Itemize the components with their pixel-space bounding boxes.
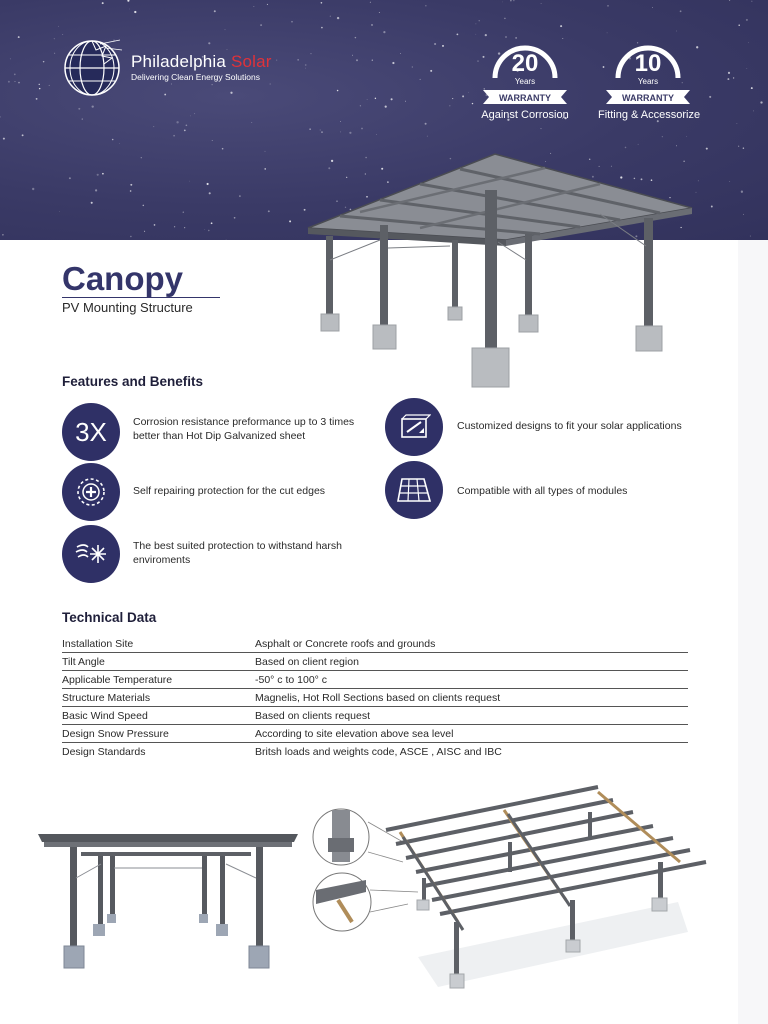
star [92, 105, 94, 107]
star [337, 90, 339, 92]
warranty-seal-icon [477, 38, 573, 108]
self-repair-icon [62, 463, 120, 521]
star [91, 202, 93, 204]
star [22, 134, 24, 136]
feature-corrosion-text: Corrosion resistance preformance up to 3 times better than Hot Dip Galvanized sheet [133, 416, 355, 442]
star [376, 134, 377, 135]
star [727, 78, 729, 80]
star [18, 36, 20, 38]
globe-logo-icon [62, 38, 124, 98]
star [320, 129, 321, 130]
star [39, 88, 40, 89]
star [69, 177, 71, 179]
star [476, 24, 477, 25]
star [360, 105, 361, 106]
canopy-structure-illustration [300, 150, 700, 395]
star [14, 74, 16, 76]
star [119, 143, 120, 144]
frame-detail-illustration [308, 782, 713, 992]
solar-module-icon [385, 461, 443, 519]
table-cell-label: Installation Site [62, 638, 134, 650]
star [183, 211, 184, 212]
star [78, 108, 80, 110]
star [208, 42, 210, 44]
star [289, 220, 291, 222]
star [214, 10, 216, 12]
warranty-seal-icon [600, 38, 696, 108]
star [321, 2, 323, 4]
star [239, 195, 240, 196]
star [130, 236, 131, 237]
star [607, 5, 608, 6]
feature-compatibility-text: Compatible with all types of modules [457, 485, 628, 497]
star [194, 113, 195, 114]
table-row [62, 690, 688, 707]
table-cell-label: Tilt Angle [62, 656, 105, 668]
star [706, 148, 708, 150]
star [746, 19, 748, 21]
star [330, 16, 331, 17]
warranty-caption: Against Corrosion [481, 109, 569, 121]
star [321, 27, 323, 29]
star [112, 139, 114, 141]
star [267, 4, 268, 5]
star [738, 24, 739, 25]
star [371, 24, 372, 25]
table-cell-value: Britsh loads and weights code, ASCE , AISC and IBC [255, 746, 502, 758]
star [748, 42, 749, 43]
star [541, 3, 542, 4]
star [385, 106, 387, 108]
star [82, 118, 83, 119]
star [425, 123, 427, 125]
star [479, 20, 480, 21]
star [729, 0, 730, 1]
star [189, 181, 190, 182]
star [164, 94, 166, 96]
star [372, 60, 373, 61]
table-cell-value: Asphalt or Concrete roofs and grounds [255, 638, 436, 650]
star [36, 98, 38, 100]
star [204, 229, 205, 230]
star [184, 129, 186, 131]
star [504, 18, 506, 20]
star [226, 239, 227, 240]
star [361, 128, 363, 130]
feature-environment-text: The best suited protection to withstand harsh enviroments [133, 540, 342, 566]
side-strip [738, 240, 768, 1024]
star [2, 234, 4, 236]
star [733, 77, 734, 78]
star [662, 136, 663, 137]
star [607, 32, 608, 33]
blueprint-icon [385, 398, 443, 456]
table-row [62, 636, 688, 653]
star [560, 25, 562, 27]
star [510, 0, 511, 1]
table-row [62, 672, 688, 689]
table-cell-value: Based on client region [255, 656, 359, 668]
star [254, 6, 255, 7]
star [251, 122, 252, 123]
star [375, 98, 376, 99]
star [212, 84, 213, 85]
star [652, 7, 653, 8]
brand-block [131, 52, 272, 82]
star [738, 146, 739, 147]
star [391, 98, 393, 100]
star [49, 85, 50, 86]
star [0, 116, 1, 117]
star [450, 106, 451, 107]
star [58, 26, 59, 27]
star [475, 34, 476, 35]
table-cell-label: Structure Materials [62, 692, 151, 704]
warranty-years-unit: Years [514, 77, 536, 86]
warranty-caption: Fitting & Accessorize [598, 109, 701, 121]
star [676, 145, 677, 146]
star [356, 59, 358, 61]
star [209, 192, 211, 194]
star [176, 121, 178, 123]
star [305, 64, 307, 66]
star [134, 11, 136, 13]
star [425, 5, 426, 6]
star [212, 140, 213, 141]
star [743, 147, 744, 148]
star [638, 144, 639, 145]
star [502, 2, 503, 3]
star [434, 43, 436, 45]
star [379, 12, 380, 13]
star [750, 236, 751, 237]
star [268, 210, 270, 212]
star [760, 101, 762, 103]
table-row [62, 726, 688, 743]
star [62, 34, 63, 35]
star [355, 37, 356, 38]
table-cell-value: Magnelis, Hot Roll Sections based on clients request [255, 692, 501, 704]
star [208, 230, 209, 231]
star [15, 81, 16, 82]
star [3, 138, 5, 140]
star [513, 0, 514, 1]
star [39, 84, 40, 85]
star [485, 34, 487, 36]
star [190, 116, 191, 117]
table-cell-label: Design Snow Pressure [62, 728, 169, 740]
star [10, 58, 11, 59]
star [746, 68, 747, 69]
star [367, 99, 368, 100]
star [340, 132, 341, 133]
star [97, 174, 99, 176]
star [18, 82, 20, 84]
features-heading: Features and Benefits [62, 374, 204, 389]
star [468, 92, 469, 93]
star [270, 84, 271, 85]
page-title: Canopy [62, 260, 184, 297]
star [352, 55, 353, 56]
star [686, 136, 687, 137]
table-cell-value: -50° c to 100° c [255, 674, 328, 686]
star [349, 132, 351, 134]
star [95, 189, 97, 191]
star [173, 135, 175, 137]
star [541, 128, 542, 129]
star [260, 24, 262, 26]
star [230, 92, 232, 94]
star [400, 53, 401, 54]
star [305, 68, 306, 69]
star [427, 136, 428, 137]
star [309, 128, 310, 129]
star [171, 84, 172, 85]
star [751, 87, 753, 89]
warranty-ribbon-text: WARRANTY [499, 93, 551, 103]
star [141, 157, 142, 158]
star [752, 1, 753, 2]
warranty-years-number: 10 [634, 50, 662, 77]
weather-icon [62, 525, 120, 583]
star [222, 148, 224, 150]
star [144, 231, 145, 232]
table-cell-value: Based on clients request [255, 710, 370, 722]
table-row [62, 654, 688, 671]
star [741, 191, 743, 193]
brand-name-accent: Solar [230, 52, 272, 71]
warranty-badge-fitting [598, 38, 701, 121]
feature-self-repair-text: Self repairing protection for the cut edges [133, 485, 326, 497]
technical-data-table [62, 636, 688, 761]
star [127, 0, 129, 2]
table-cell-value: According to site elevation above sea level [255, 728, 454, 740]
star [54, 53, 55, 54]
star [130, 190, 132, 192]
star [729, 181, 730, 182]
star [430, 70, 432, 72]
table-cell-label: Applicable Temperature [62, 674, 173, 686]
star [452, 98, 453, 99]
warranty-years-unit: Years [637, 77, 659, 86]
3x-icon [62, 403, 120, 461]
star [291, 21, 293, 23]
star [234, 217, 236, 219]
star [743, 214, 744, 215]
canopy-front-view-illustration [36, 828, 301, 976]
star [753, 111, 754, 112]
star [456, 33, 458, 35]
star [32, 188, 34, 190]
table-row [62, 744, 688, 760]
star [298, 59, 299, 60]
star [680, 10, 682, 12]
star [709, 96, 711, 98]
table-row [62, 708, 688, 725]
star [310, 53, 311, 54]
star [174, 226, 175, 227]
star [227, 49, 228, 50]
star [43, 61, 45, 63]
star [321, 131, 323, 133]
star [711, 206, 713, 208]
warranty-years-number: 20 [511, 50, 539, 77]
star [370, 2, 371, 3]
star [337, 17, 339, 19]
star [392, 62, 394, 64]
star [129, 9, 130, 10]
table-cell-label: Basic Wind Speed [62, 710, 148, 722]
star [265, 151, 266, 152]
star [472, 103, 473, 104]
star [59, 211, 60, 212]
star [264, 168, 266, 170]
table-cell-label: Design Standards [62, 746, 146, 758]
star [186, 124, 188, 126]
star [676, 31, 677, 32]
star [412, 66, 413, 67]
star [102, 173, 104, 175]
star [225, 29, 226, 30]
brand-tagline: Delivering Clean Energy Solutions [131, 72, 260, 82]
star [143, 205, 145, 207]
3x-icon-text: 3X [75, 416, 107, 447]
star [8, 81, 10, 83]
warranty-ribbon-text: WARRANTY [622, 93, 674, 103]
star [276, 60, 277, 61]
warranty-badge-corrosion [475, 38, 575, 121]
star [211, 222, 213, 224]
star [102, 2, 104, 4]
star [462, 95, 464, 97]
star [153, 126, 154, 127]
star [420, 79, 421, 80]
star [340, 121, 341, 122]
brand-name: Philadelphia Solar [131, 52, 272, 71]
star [442, 45, 444, 47]
star [728, 72, 730, 74]
feature-custom-design-text: Customized designs to fit your solar applications [457, 420, 682, 432]
technical-heading: Technical Data [62, 610, 157, 625]
star [383, 31, 385, 33]
star [130, 184, 132, 186]
star [625, 147, 627, 149]
star [207, 183, 209, 185]
star [737, 123, 738, 124]
star [184, 227, 185, 228]
star [54, 38, 55, 39]
page-subtitle: PV Mounting Structure [62, 297, 220, 315]
star [405, 101, 406, 102]
star [154, 224, 156, 226]
